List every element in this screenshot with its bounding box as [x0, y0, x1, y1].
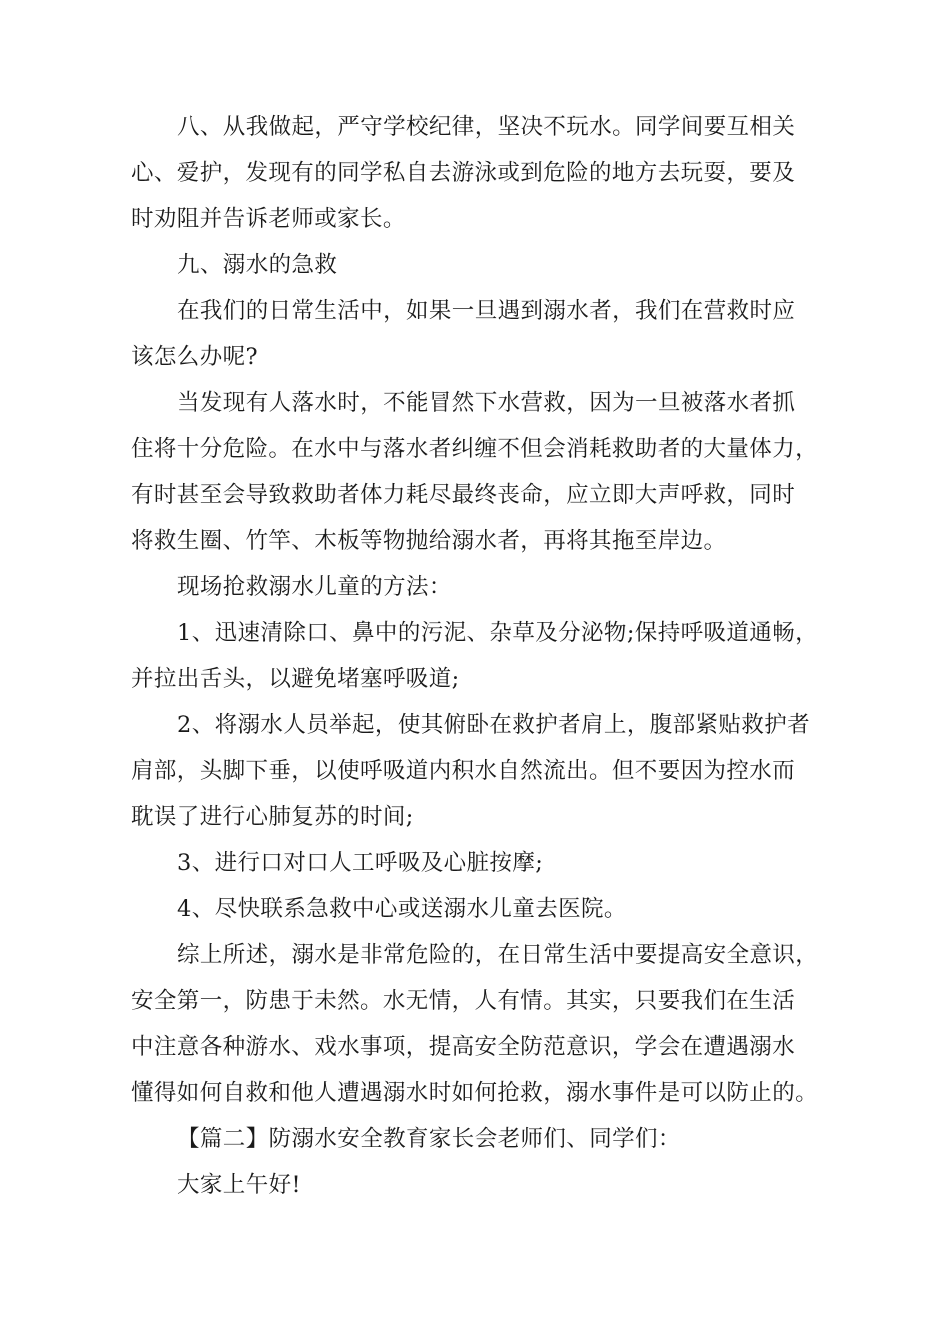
text-line: 1、迅速清除口、鼻中的污泥、杂草及分泌物;保持呼吸道通畅， [177, 620, 818, 646]
section-heading-part-two [131, 1116, 831, 1162]
paragraph-methods-heading [131, 564, 831, 610]
text-line: 九、溺水的急救 [177, 252, 338, 278]
list-item-step-4 [131, 886, 831, 932]
section-heading-first-aid [131, 242, 831, 288]
text-line: 八、从我做起，严守学校纪律，坚决不玩水。同学间要互相关 [177, 114, 796, 140]
text-line: 2、将溺水人员举起，使其俯卧在救护者肩上，腹部紧贴救护者 [177, 712, 811, 738]
text-line: 中注意各种游水、戏水事项，提高安全防范意识，学会在遭遇溺水 [131, 1034, 796, 1060]
text-line: 当发现有人落水时，不能冒然下水营救，因为一旦被落水者抓 [177, 390, 796, 416]
document-page [131, 104, 831, 1208]
text-line: 【篇二】防溺水安全教育家长会老师们、同学们： [177, 1126, 681, 1152]
text-line: 4、尽快联系急救中心或送溺水儿童去医院。 [177, 896, 627, 922]
paragraph-greeting [131, 1162, 831, 1208]
text-line: 现场抢救溺水儿童的方法： [177, 574, 452, 600]
text-line: 耽误了进行心肺复苏的时间; [131, 804, 414, 830]
paragraph-question [131, 288, 831, 380]
text-line: 3、进行口对口人工呼吸及心脏按摩; [177, 850, 544, 876]
text-line: 将救生圈、竹竿、木板等物抛给溺水者，再将其拖至岸边。 [131, 528, 727, 554]
list-item-step-2 [131, 702, 831, 840]
text-line: 时劝阻并告诉老师或家长。 [131, 206, 406, 232]
text-line: 住将十分危险。在水中与落水者纠缠不但会消耗救助者的大量体力， [131, 436, 819, 462]
text-line: 肩部，头脚下垂，以使呼吸道内积水自然流出。但不要因为控水而 [131, 758, 796, 784]
paragraph-conclusion [131, 932, 831, 1116]
text-line: 在我们的日常生活中，如果一旦遇到溺水者，我们在营救时应 [177, 298, 796, 324]
text-line: 心、爱护，发现有的同学私自去游泳或到危险的地方去玩耍，要及 [131, 160, 796, 186]
paragraph-discipline [131, 104, 831, 242]
list-item-step-1 [131, 610, 831, 702]
text-line: 有时甚至会导致救助者体力耗尽最终丧命，应立即大声呼救，同时 [131, 482, 796, 508]
text-line: 并拉出舌头，以避免堵塞呼吸道; [131, 666, 460, 692]
text-line: 该怎么办呢? [131, 344, 258, 370]
text-line: 综上所述，溺水是非常危险的，在日常生活中要提高安全意识， [177, 942, 819, 968]
paragraph-rescue-advice [131, 380, 831, 564]
text-line: 大家上午好! [177, 1172, 301, 1198]
text-line: 懂得如何自救和他人遭遇溺水时如何抢救，溺水事件是可以防止的。 [131, 1080, 819, 1106]
text-line: 安全第一，防患于未然。水无情，人有情。其实，只要我们在生活 [131, 988, 796, 1014]
list-item-step-3 [131, 840, 831, 886]
